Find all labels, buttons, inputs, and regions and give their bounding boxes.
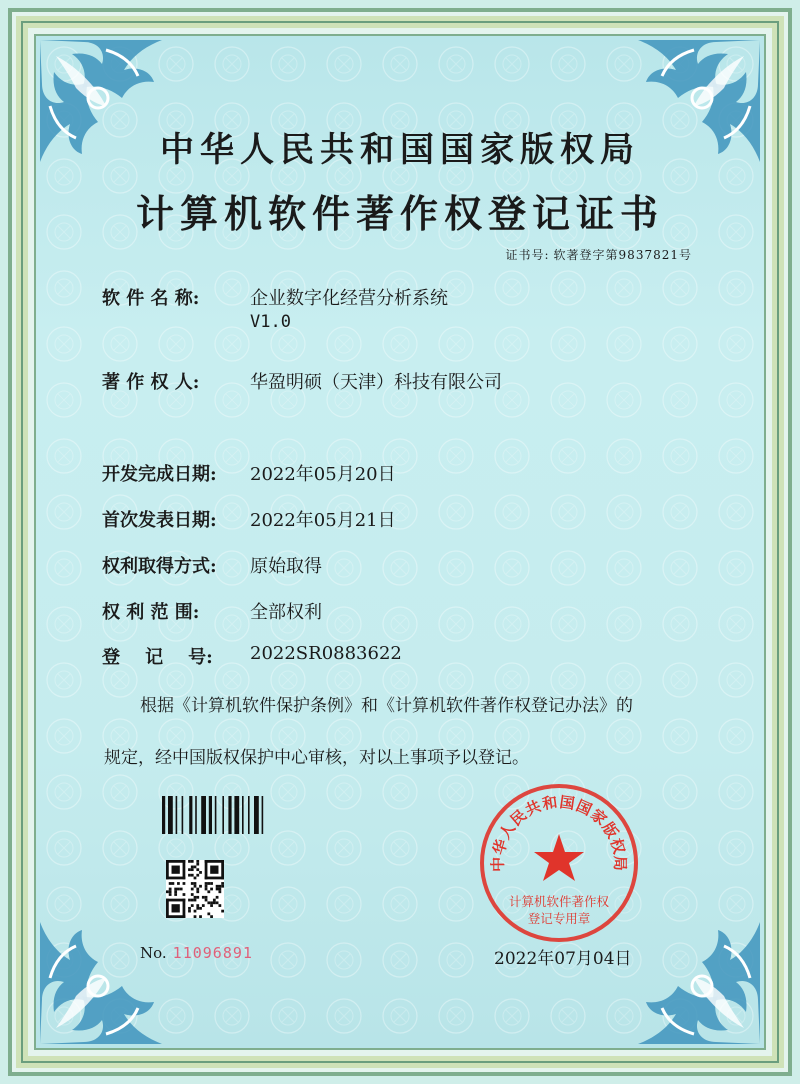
qr-module bbox=[216, 888, 219, 891]
corner-ornament-bottom-left bbox=[36, 918, 166, 1048]
qr-module bbox=[199, 915, 202, 918]
seal-outer-text: 中华人民共和国国家版权局 bbox=[488, 793, 630, 872]
barcode-bar bbox=[234, 796, 239, 834]
qr-module bbox=[205, 882, 208, 885]
qr-module bbox=[196, 868, 199, 871]
qr-module bbox=[218, 890, 221, 893]
qr-module bbox=[183, 893, 186, 896]
qr-code bbox=[166, 860, 224, 918]
qr-module bbox=[205, 899, 208, 902]
barcode-bar bbox=[189, 796, 192, 834]
field-software-name bbox=[102, 284, 448, 332]
qr-module bbox=[196, 888, 199, 891]
certificate-number bbox=[502, 246, 693, 263]
qr-module bbox=[166, 877, 185, 880]
qr-module bbox=[196, 890, 199, 893]
qr-module bbox=[177, 888, 180, 891]
qr-module bbox=[199, 871, 202, 874]
qr-module bbox=[169, 888, 172, 891]
field-label: 登 记 号: bbox=[102, 647, 213, 668]
barcode-bar bbox=[262, 796, 264, 834]
qr-module bbox=[191, 874, 194, 877]
qr-module bbox=[188, 907, 191, 910]
official-seal bbox=[478, 782, 640, 944]
qr-module bbox=[207, 890, 210, 893]
qr-module bbox=[194, 866, 197, 869]
statement-paragraph bbox=[104, 680, 724, 784]
qr-module bbox=[191, 888, 194, 891]
barcode-bar bbox=[168, 796, 173, 834]
qr-module bbox=[218, 888, 221, 891]
qr-module bbox=[169, 890, 172, 893]
barcode-bar bbox=[182, 796, 184, 834]
field-value: 原始取得 bbox=[250, 556, 322, 577]
qr-module bbox=[191, 860, 194, 863]
qr-module bbox=[196, 874, 199, 877]
qr-module bbox=[188, 874, 191, 877]
serial-value: 11096891 bbox=[172, 944, 253, 962]
corner-ornament-bottom-right bbox=[634, 918, 764, 1048]
qr-module bbox=[199, 885, 202, 888]
barcode-bar bbox=[209, 796, 212, 834]
qr-module bbox=[194, 899, 197, 902]
qr-module bbox=[191, 899, 194, 902]
qr-module bbox=[194, 882, 197, 885]
field-value: 华盈明硕（天津）科技有限公司 bbox=[250, 372, 502, 393]
barcode-bar bbox=[195, 796, 197, 834]
qr-module bbox=[205, 896, 208, 899]
barcode-bar bbox=[176, 796, 178, 834]
qr-module bbox=[174, 893, 177, 896]
seal-graphic bbox=[478, 782, 640, 944]
field-label: 开发完成日期: bbox=[102, 464, 217, 485]
qr-module bbox=[188, 868, 191, 871]
qr-module bbox=[166, 860, 185, 863]
field-completion-date bbox=[102, 460, 396, 486]
qr-module bbox=[194, 885, 197, 888]
barcode-bar bbox=[254, 796, 259, 834]
qr-module bbox=[177, 882, 180, 885]
qr-module bbox=[183, 882, 186, 885]
qr-module bbox=[207, 882, 210, 885]
field-value: 2022年05月21日 bbox=[250, 510, 396, 531]
field-label: 权 利 范 围: bbox=[102, 602, 200, 623]
qr-module bbox=[183, 899, 186, 918]
qr-module bbox=[169, 893, 172, 896]
qr-module bbox=[202, 896, 205, 899]
qr-module bbox=[221, 885, 224, 888]
qr-module bbox=[221, 860, 224, 879]
field-label: 著 作 权 人: bbox=[102, 372, 200, 393]
barcode-bar bbox=[215, 796, 217, 834]
qr-module bbox=[216, 885, 219, 888]
qr-module bbox=[172, 882, 175, 885]
qr-module bbox=[202, 904, 205, 907]
qr-module bbox=[205, 877, 224, 880]
qr-module bbox=[213, 901, 216, 904]
field-label: 权利取得方式: bbox=[102, 556, 217, 577]
qr-module bbox=[218, 885, 221, 888]
seal-line-2: 登记专用章 bbox=[527, 911, 591, 926]
qr-module bbox=[166, 860, 169, 879]
qr-module bbox=[166, 899, 185, 902]
qr-module bbox=[188, 899, 191, 902]
qr-module bbox=[188, 910, 191, 913]
qr-module bbox=[210, 888, 213, 891]
qr-module bbox=[210, 866, 218, 874]
qr-module bbox=[172, 866, 180, 874]
issue-date: 2022年07月04日 bbox=[494, 949, 632, 969]
qr-module bbox=[205, 860, 224, 863]
field-value: 2022年05月20日 bbox=[250, 464, 396, 485]
field-label: 首次发表日期: bbox=[102, 510, 217, 531]
qr-module bbox=[172, 904, 180, 912]
qr-module bbox=[188, 860, 191, 863]
qr-module bbox=[191, 866, 194, 869]
qr-module bbox=[166, 890, 169, 893]
qr-module bbox=[196, 904, 199, 907]
qr-module bbox=[196, 860, 199, 863]
qr-module bbox=[183, 860, 186, 879]
qr-module bbox=[216, 901, 219, 904]
qr-module bbox=[196, 896, 199, 899]
qr-module bbox=[196, 863, 199, 866]
certificate-number-value: 软著登字第9837821号 bbox=[553, 248, 692, 262]
certificate-title: 计算机软件著作权登记证书 bbox=[135, 191, 664, 236]
qr-module bbox=[205, 885, 208, 888]
qr-module bbox=[180, 888, 183, 891]
qr-module bbox=[205, 860, 208, 879]
issuing-authority: 中华人民共和国国家版权局 bbox=[160, 130, 640, 170]
qr-module bbox=[210, 915, 213, 918]
qr-module bbox=[194, 896, 197, 899]
qr-module bbox=[213, 899, 216, 902]
qr-module bbox=[205, 888, 208, 891]
field-value: 全部权利 bbox=[250, 602, 322, 623]
qr-module bbox=[174, 888, 177, 891]
serial-number bbox=[140, 944, 253, 962]
field-copyright-owner bbox=[102, 368, 502, 394]
barcode-bar bbox=[201, 796, 206, 834]
qr-module bbox=[218, 904, 221, 907]
barcode bbox=[160, 796, 278, 834]
qr-module bbox=[174, 890, 177, 893]
qr-module bbox=[191, 882, 194, 885]
field-acquisition-method bbox=[102, 552, 322, 578]
field-label: 软 件 名 称: bbox=[102, 288, 200, 309]
qr-module bbox=[194, 910, 197, 913]
certificate-number-label: 证书号: bbox=[505, 248, 550, 262]
field-registration-number bbox=[102, 643, 402, 669]
software-version-value: V1.0 bbox=[250, 312, 291, 332]
qr-module bbox=[166, 915, 185, 918]
qr-module bbox=[191, 893, 194, 896]
statement-line-1: 根据《计算机软件保护条例》和《计算机软件著作权登记办法》的 bbox=[140, 696, 633, 716]
qr-module bbox=[216, 896, 219, 899]
qr-module bbox=[194, 915, 197, 918]
qr-module bbox=[210, 904, 213, 907]
qr-module bbox=[169, 882, 172, 885]
barcode-bar bbox=[228, 796, 231, 834]
qr-module bbox=[191, 904, 194, 907]
software-name-value: 企业数字化经营分析系统 bbox=[250, 288, 448, 309]
statement-line-2: 规定，经中国版权保护中心审核，对以上事项予以登记。 bbox=[104, 748, 529, 768]
qr-module bbox=[207, 901, 210, 904]
qr-module bbox=[210, 901, 213, 904]
qr-module bbox=[194, 877, 197, 880]
star-icon bbox=[534, 834, 584, 881]
barcode-bar bbox=[242, 796, 244, 834]
field-rights-scope bbox=[102, 598, 322, 624]
field-value: 2022SR0883622 bbox=[250, 643, 402, 664]
qr-module bbox=[196, 907, 199, 910]
qr-module bbox=[199, 907, 202, 910]
field-publication-date bbox=[102, 506, 396, 532]
qr-module bbox=[221, 882, 224, 885]
barcode-bar bbox=[162, 796, 165, 834]
qr-module bbox=[221, 910, 224, 913]
barcode-bar bbox=[248, 796, 250, 834]
qr-module bbox=[207, 912, 210, 915]
barcode-bar bbox=[222, 796, 224, 834]
qr-module bbox=[210, 882, 213, 885]
qr-module bbox=[191, 868, 194, 871]
qr-module bbox=[166, 899, 169, 918]
field-value bbox=[250, 284, 448, 332]
serial-label: No. bbox=[140, 944, 167, 962]
seal-line-1: 计算机软件著作权 bbox=[508, 894, 610, 909]
